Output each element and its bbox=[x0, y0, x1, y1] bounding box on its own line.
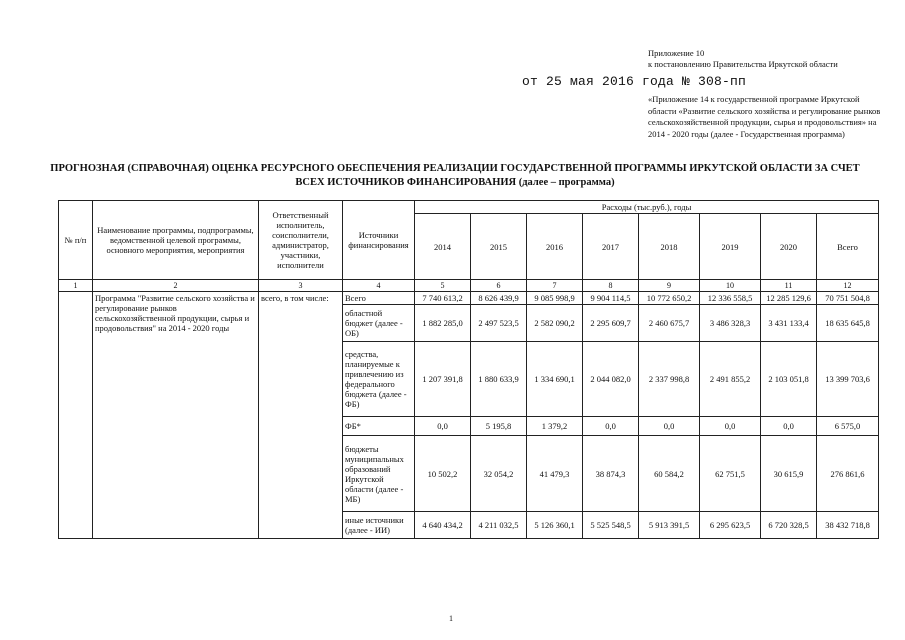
column-number-row bbox=[59, 280, 879, 292]
value-cell: 30 615,9 bbox=[761, 436, 817, 512]
value-cell: 5 195,8 bbox=[471, 417, 527, 436]
header-year: 2014 bbox=[415, 214, 471, 280]
value-cell: 4 640 434,2 bbox=[415, 512, 471, 539]
total-cell: 276 861,6 bbox=[817, 436, 879, 512]
column-number: 5 bbox=[415, 280, 471, 292]
total-cell: 38 432 718,8 bbox=[817, 512, 879, 539]
value-cell: 4 211 032,5 bbox=[471, 512, 527, 539]
column-number: 2 bbox=[93, 280, 259, 292]
decree-date-line: от 25 мая 2016 года № 308-пп bbox=[522, 74, 747, 89]
appendix-title: Приложение 10 bbox=[648, 48, 705, 58]
document-title: ПРОГНОЗНАЯ (СПРАВОЧНАЯ) ОЦЕНКА РЕСУРСНОГО ОБЕСПЕЧЕНИЯ РЕАЛИЗАЦИИ ГОСУДАРСТВЕННОЙ ПРОГРАММЫ ИРКУТСКОЙ ОБЛАСТИ ЗА СЧЕТ ВСЕХ ИСТОЧНИКОВ ФИНАНСИРОВАНИЯ (далее – программа) bbox=[50, 163, 860, 188]
value-cell: 60 584,2 bbox=[639, 436, 700, 512]
source-cell: иные источники (далее - ИИ) bbox=[343, 512, 415, 539]
source-cell: ФБ* bbox=[343, 417, 415, 436]
value-cell: 12 285 129,6 bbox=[761, 292, 817, 305]
value-cell: 2 491 855,2 bbox=[700, 342, 761, 417]
value-cell: 0,0 bbox=[639, 417, 700, 436]
value-cell: 1 334 690,1 bbox=[527, 342, 583, 417]
column-number: 3 bbox=[259, 280, 343, 292]
column-number: 10 bbox=[700, 280, 761, 292]
value-cell: 38 874,3 bbox=[583, 436, 639, 512]
source-cell: средства, планируемые к привлечению из федерального бюджета (далее - ФБ) bbox=[343, 342, 415, 417]
value-cell: 5 126 360,1 bbox=[527, 512, 583, 539]
resource-table bbox=[58, 200, 879, 539]
value-cell: 0,0 bbox=[415, 417, 471, 436]
header-total: Всего bbox=[817, 214, 879, 280]
header-year: 2017 bbox=[583, 214, 639, 280]
header-num: № п/п bbox=[59, 201, 93, 280]
value-cell: 8 626 439,9 bbox=[471, 292, 527, 305]
value-cell: 0,0 bbox=[761, 417, 817, 436]
appendix-header bbox=[648, 48, 893, 70]
header-year: 2015 bbox=[471, 214, 527, 280]
header-year: 2019 bbox=[700, 214, 761, 280]
responsible-cell: всего, в том числе: bbox=[259, 292, 343, 539]
header-row-1 bbox=[59, 201, 879, 214]
total-cell: 6 575,0 bbox=[817, 417, 879, 436]
header-year: 2016 bbox=[527, 214, 583, 280]
header-source: Источники финансирования bbox=[343, 201, 415, 280]
value-cell: 2 497 523,5 bbox=[471, 305, 527, 342]
value-cell: 3 431 133,4 bbox=[761, 305, 817, 342]
source-cell: Всего bbox=[343, 292, 415, 305]
value-cell: 1 880 633,9 bbox=[471, 342, 527, 417]
value-cell: 5 913 391,5 bbox=[639, 512, 700, 539]
column-number: 9 bbox=[639, 280, 700, 292]
column-number: 7 bbox=[527, 280, 583, 292]
value-cell: 2 460 675,7 bbox=[639, 305, 700, 342]
source-cell: бюджеты муниципальных образований Иркутской области (далее - МБ) bbox=[343, 436, 415, 512]
header-year: 2020 bbox=[761, 214, 817, 280]
value-cell: 10 772 650,2 bbox=[639, 292, 700, 305]
value-cell: 9 904 114,5 bbox=[583, 292, 639, 305]
value-cell: 2 295 609,7 bbox=[583, 305, 639, 342]
column-number: 11 bbox=[761, 280, 817, 292]
value-cell: 5 525 548,5 bbox=[583, 512, 639, 539]
value-cell: 10 502,2 bbox=[415, 436, 471, 512]
value-cell: 3 486 328,3 bbox=[700, 305, 761, 342]
appendix-decree-ref: к постановлению Правительства Иркутской области bbox=[648, 59, 838, 69]
header-year: 2018 bbox=[639, 214, 700, 280]
value-cell: 0,0 bbox=[583, 417, 639, 436]
value-cell: 9 085 998,9 bbox=[527, 292, 583, 305]
value-cell: 0,0 bbox=[700, 417, 761, 436]
column-number: 4 bbox=[343, 280, 415, 292]
column-number: 8 bbox=[583, 280, 639, 292]
value-cell: 62 751,5 bbox=[700, 436, 761, 512]
table-row bbox=[59, 292, 879, 305]
value-cell: 41 479,3 bbox=[527, 436, 583, 512]
value-cell: 1 207 391,8 bbox=[415, 342, 471, 417]
page-number: 1 bbox=[449, 614, 453, 623]
total-cell: 18 635 645,8 bbox=[817, 305, 879, 342]
value-cell: 6 295 623,5 bbox=[700, 512, 761, 539]
source-cell: областной бюджет (далее - ОБ) bbox=[343, 305, 415, 342]
value-cell: 2 582 090,2 bbox=[527, 305, 583, 342]
header-name: Наименование программы, подпрограммы, ведомственной целевой программы, основного мероприятия, мероприятия bbox=[93, 201, 259, 280]
value-cell: 2 337 998,8 bbox=[639, 342, 700, 417]
column-number: 1 bbox=[59, 280, 93, 292]
header-expenses: Расходы (тыс.руб.), годы bbox=[415, 201, 879, 214]
value-cell: 1 379,2 bbox=[527, 417, 583, 436]
value-cell: 32 054,2 bbox=[471, 436, 527, 512]
value-cell: 1 882 285,0 bbox=[415, 305, 471, 342]
total-cell: 70 751 504,8 bbox=[817, 292, 879, 305]
value-cell: 2 044 082,0 bbox=[583, 342, 639, 417]
value-cell: 7 740 613,2 bbox=[415, 292, 471, 305]
value-cell: 2 103 051,8 bbox=[761, 342, 817, 417]
program-name: Программа "Развитие сельского хозяйства и регулирование рынков сельскохозяйственной продукции, сырья и продовольствия" на 2014 - 2020 годы bbox=[93, 292, 259, 539]
total-cell: 13 399 703,6 bbox=[817, 342, 879, 417]
value-cell: 6 720 328,5 bbox=[761, 512, 817, 539]
column-number: 6 bbox=[471, 280, 527, 292]
column-number: 12 bbox=[817, 280, 879, 292]
annex-reference: «Приложение 14 к государственной программе Иркутской области «Развитие сельского хозяйства и регулирование рынков сельскохозяйственной продукции, сырья и продовольствия» на 2014 - 2020 годы (далее - Государственная программа) bbox=[648, 94, 881, 139]
row-number-cell bbox=[59, 292, 93, 539]
header-responsible: Ответственный исполнитель, соисполнители, администратор, участники, исполнители bbox=[259, 201, 343, 280]
value-cell: 12 336 558,5 bbox=[700, 292, 761, 305]
